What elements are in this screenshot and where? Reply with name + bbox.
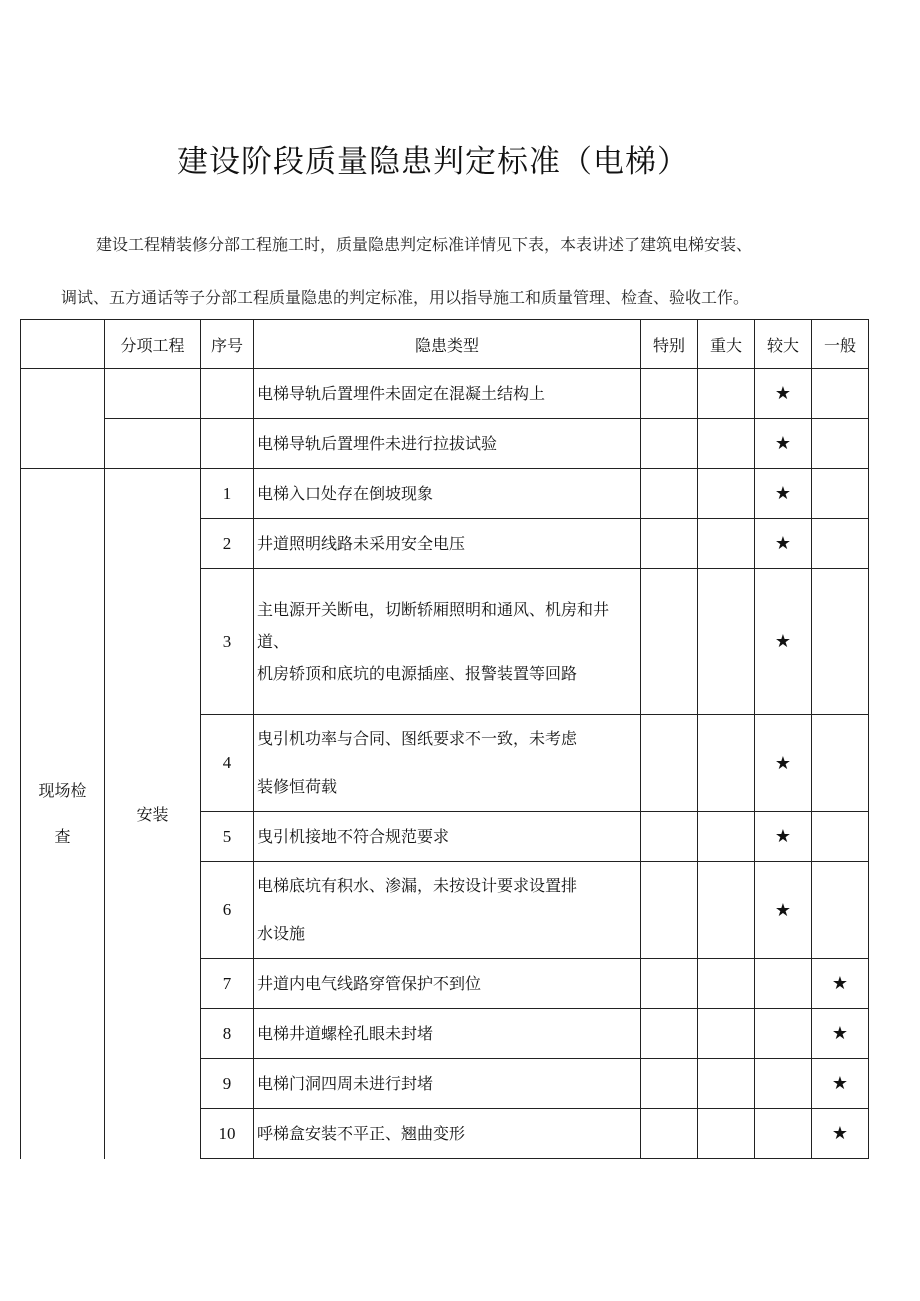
level-special: [641, 1109, 698, 1159]
table-header-row: [21, 320, 869, 369]
level-general: [812, 369, 869, 419]
row-seq: 7: [201, 959, 254, 1009]
category-cell: [21, 469, 105, 1159]
empty-cell: [201, 419, 254, 469]
level-major: [698, 419, 755, 469]
level-special: [641, 569, 698, 715]
hazard-desc: 电梯导轨后置埋件未进行拉拔试验: [254, 419, 641, 469]
empty-cell: [105, 419, 201, 469]
star-icon: ★: [755, 812, 812, 862]
row-seq: 1: [201, 469, 254, 519]
star-icon: ★: [812, 1109, 869, 1159]
level-special: [641, 369, 698, 419]
level-special: [641, 715, 698, 812]
star-icon: ★: [755, 419, 812, 469]
category-line-2: 查: [54, 826, 71, 846]
level-major: [698, 1059, 755, 1109]
hazard-desc: 电梯导轨后置埋件未固定在混凝土结构上: [254, 369, 641, 419]
level-special: [641, 812, 698, 862]
level-general: [812, 469, 869, 519]
hazard-desc: 井道照明线路未采用安全电压: [254, 519, 641, 569]
star-icon: ★: [812, 1009, 869, 1059]
star-icon: ★: [755, 469, 812, 519]
hazard-desc: 电梯门洞四周未进行封堵: [254, 1059, 641, 1109]
empty-cell: [201, 369, 254, 419]
level-major: [698, 862, 755, 959]
hazard-desc: 井道内电气线路穿管保护不到位: [254, 959, 641, 1009]
page-title: 建设阶段质量隐患判定标准（电梯）: [177, 144, 689, 180]
level-special: [641, 469, 698, 519]
hazard-desc-line-2: 机房轿顶和底坑的电源插座、报警装置等回路: [257, 663, 578, 683]
header-subproject: 分项工程: [105, 320, 201, 369]
level-special: [641, 519, 698, 569]
hazard-desc: [254, 715, 641, 812]
empty-cell: [105, 369, 201, 419]
star-icon: ★: [755, 519, 812, 569]
header-major: 重大: [698, 320, 755, 369]
table-row: [21, 369, 869, 419]
level-major: [698, 959, 755, 1009]
level-special: [641, 419, 698, 469]
star-icon: ★: [812, 1059, 869, 1109]
level-general: [812, 812, 869, 862]
level-special: [641, 1059, 698, 1109]
level-major: [698, 369, 755, 419]
level-general: [812, 715, 869, 812]
intro-line-1: 建设工程精装修分部工程施工时，质量隐患判定标准详情见下表，本表讲述了建筑电梯安装、: [96, 235, 753, 254]
hazard-desc: 电梯井道螺栓孔眼未封堵: [254, 1009, 641, 1059]
header-seq: 序号: [201, 320, 254, 369]
level-major: [698, 1009, 755, 1059]
level-larger: [755, 1109, 812, 1159]
hazard-desc-line-1: 电梯底坑有积水、渗漏，未按设计要求设置排: [257, 876, 578, 895]
row-seq: 5: [201, 812, 254, 862]
hazard-desc: 电梯入口处存在倒坡现象: [254, 469, 641, 519]
header-larger: 较大: [755, 320, 812, 369]
level-major: [698, 812, 755, 862]
hazard-desc: [254, 862, 641, 959]
star-icon: ★: [755, 569, 812, 715]
category-line-1: 现场检: [38, 780, 87, 800]
header-special: 特别: [641, 320, 698, 369]
star-icon: ★: [755, 715, 812, 812]
hazard-desc: 呼梯盒安装不平正、翘曲变形: [254, 1109, 641, 1159]
level-special: [641, 959, 698, 1009]
level-major: [698, 715, 755, 812]
intro-line-2: 调试、五方通话等子分部工程质量隐患的判定标准，用以指导施工和质量管理、检查、验收工作。: [61, 288, 750, 307]
level-major: [698, 1109, 755, 1159]
table-row: [21, 469, 869, 519]
level-major: [698, 569, 755, 715]
hazard-desc: [254, 569, 641, 715]
row-seq: 10: [201, 1109, 254, 1159]
hazard-desc-line-2: 水设施: [257, 924, 306, 943]
row-seq: 2: [201, 519, 254, 569]
level-larger: [755, 1059, 812, 1109]
hazard-desc-line-1: 曳引机功率与合同、图纸要求不一致，未考虑: [257, 729, 578, 748]
star-icon: ★: [812, 959, 869, 1009]
level-general: [812, 862, 869, 959]
row-seq: 8: [201, 1009, 254, 1059]
star-icon: ★: [755, 369, 812, 419]
level-major: [698, 469, 755, 519]
level-general: [812, 419, 869, 469]
subproject-cell: 安装: [105, 469, 201, 1159]
header-general: 一般: [812, 320, 869, 369]
hazard-desc-line-2: 装修恒荷载: [257, 777, 338, 796]
level-larger: [755, 1009, 812, 1059]
hazard-desc: 曳引机接地不符合规范要求: [254, 812, 641, 862]
header-blank: [21, 320, 105, 369]
table-row: [21, 419, 869, 469]
level-special: [641, 1009, 698, 1059]
level-general: [812, 519, 869, 569]
header-type: 隐患类型: [254, 320, 641, 369]
row-seq: 4: [201, 715, 254, 812]
row-seq: 6: [201, 862, 254, 959]
row-seq: 3: [201, 569, 254, 715]
level-larger: [755, 959, 812, 1009]
empty-category-cell: [21, 369, 105, 469]
level-general: [812, 569, 869, 715]
hazard-table: [20, 319, 869, 1159]
row-seq: 9: [201, 1059, 254, 1109]
hazard-desc-line-1: 主电源开关断电，切断轿厢照明和通风、机房和井道、: [257, 599, 610, 651]
level-major: [698, 519, 755, 569]
level-special: [641, 862, 698, 959]
star-icon: ★: [755, 862, 812, 959]
